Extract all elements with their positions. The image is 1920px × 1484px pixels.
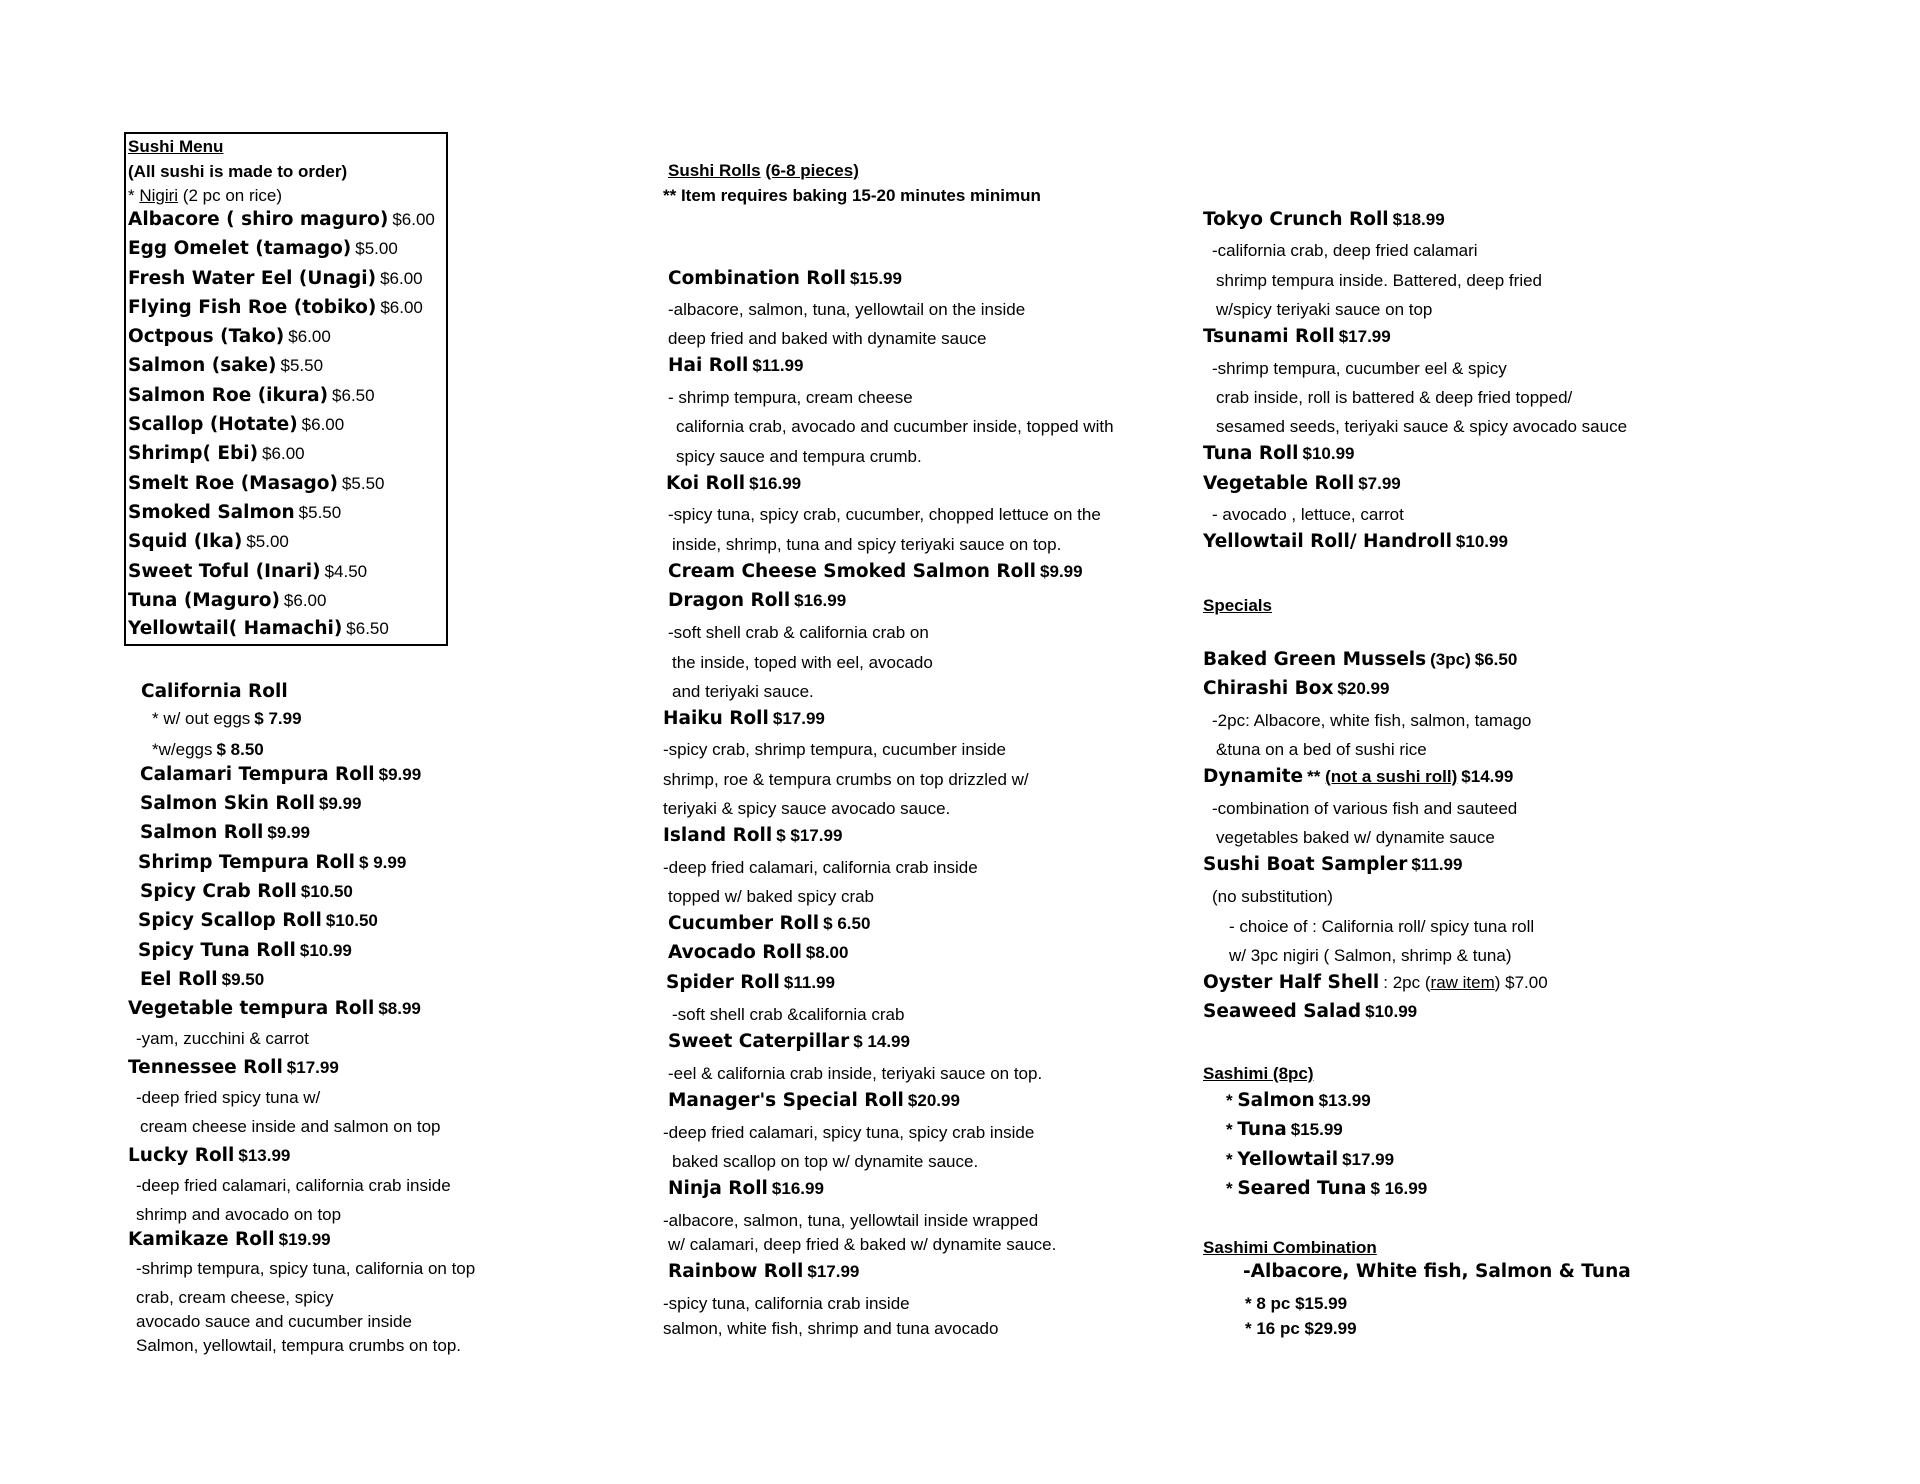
nigiri-item xyxy=(128,357,323,376)
item-name: Cucumber Roll xyxy=(668,913,820,934)
item-price: $10.50 xyxy=(325,911,378,930)
item-price: $6.50 xyxy=(346,619,389,638)
item-description: topped w/ baked spicy crab xyxy=(668,887,875,906)
item-price: $9.99 xyxy=(378,765,422,784)
item-price: $15.99 xyxy=(849,269,902,288)
item-name: Haiku Roll xyxy=(663,708,769,729)
item-description: baked scallop on top w/ dynamite sauce. xyxy=(672,1152,979,1171)
item-description: avocado sauce and cucumber inside xyxy=(136,1312,412,1331)
ninja-roll xyxy=(668,1180,824,1199)
item-description: (no substitution) xyxy=(1212,887,1333,906)
item-price: $20.99 xyxy=(1337,679,1390,698)
item-name: Lucky Roll xyxy=(128,1145,235,1166)
sashimi-combination-heading: Sashimi Combination xyxy=(1203,1238,1377,1257)
item-name: Vegetable tempura Roll xyxy=(128,998,375,1019)
item-price: $6.00 xyxy=(301,415,345,434)
california-roll-name: California Roll xyxy=(141,681,288,702)
item-description: -spicy tuna, spicy crab, cucumber, chopped lettuce on the xyxy=(668,505,1101,524)
item-name: Cream Cheese Smoked Salmon Roll xyxy=(668,561,1037,582)
nigiri-qty: (2 pc on rice) xyxy=(178,186,283,205)
item-description: vegetables baked w/ dynamite sauce xyxy=(1216,828,1495,847)
item-name: Seaweed Salad xyxy=(1203,1001,1362,1022)
kamikaze-roll xyxy=(128,1231,331,1250)
california-option-eggs xyxy=(152,741,264,759)
nigiri-item xyxy=(128,387,375,406)
item-description: - choice of : California roll/ spicy tuna roll xyxy=(1229,917,1535,936)
item-name: Oyster Half Shell xyxy=(1203,972,1380,993)
item-price: $20.99 xyxy=(907,1091,960,1110)
item-price: $ 6.50 xyxy=(823,914,871,933)
item-name: Salmon xyxy=(1237,1090,1315,1111)
roll-item xyxy=(140,971,264,990)
item-price: $10.50 xyxy=(300,882,353,901)
item-price: $ 14.99 xyxy=(853,1032,910,1051)
vegetable-tempura-roll xyxy=(128,1000,421,1019)
item-price: $4.50 xyxy=(324,562,368,581)
item-price: $5.50 xyxy=(280,356,324,375)
item-price: $17.99 xyxy=(772,709,825,728)
item-price: $15.99 xyxy=(1290,1120,1343,1139)
item-description: -albacore, salmon, tuna, yellowtail inside wrapped xyxy=(663,1211,1039,1230)
item-price: $5.00 xyxy=(355,239,398,258)
sashimi-item xyxy=(1226,1151,1394,1170)
item-price: $6.00 xyxy=(392,210,435,229)
item-price: ) $7.00 xyxy=(1494,973,1548,992)
raw-item-note: raw item xyxy=(1430,973,1495,992)
item-description: teriyaki & spicy sauce avocado sauce. xyxy=(663,799,951,818)
nigiri-item xyxy=(128,504,341,523)
heading-label: Sushi Rolls xyxy=(668,161,761,180)
sashimi-item xyxy=(1226,1121,1343,1140)
item-name: Smoked Salmon xyxy=(128,502,295,523)
item-price: $6.00 xyxy=(380,269,423,288)
sushi-menu-title: Sushi Menu xyxy=(128,137,224,156)
item-price: $9.99 xyxy=(267,823,310,842)
item-description: california crab, avocado and cucumber inside, topped with xyxy=(676,417,1114,436)
made-to-order-note: (All sushi is made to order) xyxy=(128,162,348,181)
item-price: $6.00 xyxy=(380,298,423,317)
item-price: $11.99 xyxy=(783,973,835,992)
item-price: $ 16.99 xyxy=(1370,1179,1428,1198)
item-price: $6.50 xyxy=(332,386,375,405)
item-description: Salmon, yellowtail, tempura crumbs on top. xyxy=(136,1336,462,1355)
item-price: $10.99 xyxy=(1455,532,1508,551)
sashimi-combination-option: * 16 pc $29.99 xyxy=(1245,1319,1357,1338)
rainbow-roll xyxy=(668,1263,859,1282)
nigiri-item xyxy=(128,445,305,464)
item-price: $7.99 xyxy=(1358,474,1401,493)
item-name: Fresh Water Eel (Unagi) xyxy=(128,268,377,289)
item-price: $18.99 xyxy=(1392,210,1445,229)
item-price: $10.99 xyxy=(1302,444,1355,463)
tennessee-roll xyxy=(128,1059,339,1078)
item-description: w/spicy teriyaki sauce on top xyxy=(1216,300,1433,319)
sashimi-combination-option: * 8 pc $15.99 xyxy=(1245,1294,1348,1313)
option-price: $ 7.99 xyxy=(254,709,302,728)
nigiri-item xyxy=(128,563,367,582)
item-name: Seared Tuna xyxy=(1237,1178,1367,1199)
item-description: - avocado , lettuce, carrot xyxy=(1212,505,1404,524)
nigiri-item xyxy=(128,328,331,347)
item-name: Baked Green Mussels xyxy=(1203,649,1427,670)
nigiri-item xyxy=(128,592,326,611)
roll-item xyxy=(138,854,406,873)
item-name: Scallop (Hotate) xyxy=(128,414,298,435)
item-qty: (3pc) xyxy=(1430,650,1471,669)
combination-roll xyxy=(668,270,902,289)
item-description: inside, shrimp, tuna and spicy teriyaki sauce on top. xyxy=(672,535,1062,554)
item-description: w/ 3pc nigiri ( Salmon, shrimp & tuna) xyxy=(1229,946,1512,965)
nigiri-item xyxy=(128,620,389,639)
item-description: crab, cream cheese, spicy xyxy=(136,1288,334,1307)
item-name: Yellowtail( Hamachi) xyxy=(128,618,343,639)
item-price: $5.50 xyxy=(298,503,342,522)
nigiri-label: Nigiri xyxy=(139,186,179,205)
item-price: $6.00 xyxy=(262,444,305,463)
nigiri-item xyxy=(128,240,398,259)
tsunami-roll xyxy=(1203,328,1391,347)
item-price: $13.99 xyxy=(1318,1091,1371,1110)
nigiri-subheading xyxy=(128,187,282,204)
hai-roll xyxy=(668,357,803,376)
nigiri-item xyxy=(128,299,423,318)
item-name: Tuna xyxy=(1237,1119,1287,1140)
item-price: $9.99 xyxy=(318,794,362,813)
california-option-no-eggs xyxy=(152,710,302,728)
seaweed-salad xyxy=(1203,1003,1417,1022)
item-name: Squid (Ika) xyxy=(128,531,243,552)
item-description: -deep fried calamari, california crab inside xyxy=(136,1176,451,1195)
dynamite xyxy=(1203,768,1513,787)
item-price: $11.99 xyxy=(1411,855,1463,874)
avocado-roll xyxy=(668,944,848,963)
item-name: Avocado Roll xyxy=(668,942,802,963)
roll-item xyxy=(140,824,310,843)
item-name: Ninja Roll xyxy=(668,1178,768,1199)
item-name: Yellowtail Roll/ Handroll xyxy=(1203,531,1452,552)
item-description: cream cheese inside and salmon on top xyxy=(140,1117,441,1136)
nigiri-item xyxy=(128,416,344,435)
item-price: $5.50 xyxy=(341,474,385,493)
cream-cheese-smoked-salmon-roll xyxy=(668,563,1083,582)
item-name: Tennessee Roll xyxy=(128,1057,283,1078)
sashimi-item xyxy=(1226,1092,1371,1111)
item-description: &tuna on a bed of sushi rice xyxy=(1216,740,1427,759)
haiku-roll xyxy=(663,710,825,729)
item-price: $6.50 xyxy=(1474,650,1518,669)
roll-item xyxy=(138,942,352,961)
item-name: Shrimp Tempura Roll xyxy=(138,852,356,873)
bullet: * xyxy=(1226,1120,1238,1139)
item-description: shrimp, roe & tempura crumbs on top drizzled w/ xyxy=(663,770,1029,789)
item-price: $10.99 xyxy=(1365,1002,1418,1021)
item-description: shrimp and avocado on top xyxy=(136,1205,342,1224)
item-price: $5.00 xyxy=(246,532,289,551)
cucumber-roll xyxy=(668,915,870,934)
item-description: -shrimp tempura, cucumber eel & spicy xyxy=(1212,359,1507,378)
item-price: $17.99 xyxy=(807,1262,860,1281)
item-description: and teriyaki sauce. xyxy=(672,682,814,701)
roll-item xyxy=(140,766,421,785)
item-name: Tuna (Maguro) xyxy=(128,590,280,611)
item-description: -spicy tuna, california crab inside xyxy=(663,1294,910,1313)
bullet: * xyxy=(1226,1179,1238,1198)
item-description: sesamed seeds, teriyaki sauce & spicy avocado sauce xyxy=(1216,417,1628,436)
dragon-roll xyxy=(668,592,846,611)
item-name: Spicy Scallop Roll xyxy=(138,910,322,931)
item-description: -eel & california crab inside, teriyaki sauce on top. xyxy=(668,1064,1043,1083)
item-name: Albacore ( shiro maguro) xyxy=(128,209,389,230)
item-name: Flying Fish Roe (tobiko) xyxy=(128,297,377,318)
item-name: Hai Roll xyxy=(668,355,749,376)
item-name: Calamari Tempura Roll xyxy=(140,764,375,785)
item-price: $13.99 xyxy=(238,1146,291,1165)
nigiri-item xyxy=(128,270,423,289)
item-name: Salmon Skin Roll xyxy=(140,793,315,814)
item-name: Dynamite xyxy=(1203,766,1304,787)
item-price: $16.99 xyxy=(749,474,802,493)
item-price: $17.99 xyxy=(1338,327,1391,346)
sashimi-combination-title: -Albacore, White fish, Salmon & Tuna xyxy=(1243,1261,1631,1282)
bullet: * xyxy=(1226,1091,1238,1110)
option-label: * w/ out eggs xyxy=(152,709,251,728)
item-description: -shrimp tempura, spicy tuna, california on top xyxy=(136,1259,476,1278)
item-description: -deep fried spicy tuna w/ xyxy=(136,1088,321,1107)
sweet-caterpillar-roll xyxy=(668,1033,910,1052)
nigiri-item xyxy=(128,533,289,552)
nigiri-item xyxy=(128,475,385,494)
item-description: spicy sauce and tempura crumb. xyxy=(676,447,922,466)
item-name: Island Roll xyxy=(663,825,773,846)
item-name: Yellowtail xyxy=(1237,1149,1339,1170)
item-name: Spicy Tuna Roll xyxy=(138,940,296,961)
item-description: -deep fried calamari, spicy tuna, spicy crab inside xyxy=(663,1123,1035,1142)
item-name: Egg Omelet (tamago) xyxy=(128,238,352,259)
item-description: -yam, zucchini & carrot xyxy=(136,1029,309,1048)
item-description: -albacore, salmon, tuna, yellowtail on the inside xyxy=(668,300,1026,319)
item-description: crab inside, roll is battered & deep fried topped/ xyxy=(1216,388,1573,407)
bullet: * xyxy=(1226,1150,1238,1169)
baking-stars: ** xyxy=(1307,767,1326,786)
sushi-boat-sampler xyxy=(1203,856,1462,875)
vegetable-roll xyxy=(1203,475,1401,494)
item-name: Sweet Toful (Inari) xyxy=(128,561,321,582)
item-description: -2pc: Albacore, white fish, salmon, tamago xyxy=(1212,711,1532,730)
item-name: Vegetable Roll xyxy=(1203,473,1355,494)
chirashi-box xyxy=(1203,680,1389,699)
item-name: Dragon Roll xyxy=(668,590,791,611)
item-price: $19.99 xyxy=(278,1230,331,1249)
item-description: -california crab, deep fried calamari xyxy=(1212,241,1478,260)
item-description: shrimp tempura inside. Battered, deep fried xyxy=(1216,271,1543,290)
heading-qty: (6-8 pieces) xyxy=(765,161,859,180)
item-name: Tsunami Roll xyxy=(1203,326,1335,347)
item-description: -combination of various fish and sauteed xyxy=(1212,799,1518,818)
item-price: $ $17.99 xyxy=(776,826,843,845)
item-price: $9.50 xyxy=(221,970,265,989)
item-description: -soft shell crab & california crab on xyxy=(668,623,929,642)
item-name: Sweet Caterpillar xyxy=(668,1031,850,1052)
item-name: Tuna Roll xyxy=(1203,443,1299,464)
item-name: Salmon (sake) xyxy=(128,355,277,376)
roll-item xyxy=(140,883,353,902)
item-price: $ 9.99 xyxy=(359,853,407,872)
item-description: deep fried and baked with dynamite sauce xyxy=(668,329,987,348)
nigiri-star: * xyxy=(128,186,140,205)
koi-roll xyxy=(666,475,801,494)
item-description: the inside, toped with eel, avocado xyxy=(672,653,933,672)
option-label: *w/eggs xyxy=(152,740,213,759)
item-name: Salmon Roll xyxy=(140,822,264,843)
item-description: salmon, white fish, shrimp and tuna avocado xyxy=(663,1319,999,1338)
tokyo-crunch-roll xyxy=(1203,211,1445,230)
item-price: $6.00 xyxy=(283,591,327,610)
item-price: $10.99 xyxy=(299,941,352,960)
island-roll xyxy=(663,827,842,846)
item-name: Eel Roll xyxy=(140,969,218,990)
spider-roll xyxy=(666,974,835,993)
item-name: Smelt Roe (Masago) xyxy=(128,473,338,494)
item-price: $6.00 xyxy=(288,327,331,346)
item-description: -soft shell crab &california crab xyxy=(672,1005,905,1024)
sashimi-heading: Sashimi (8pc) xyxy=(1203,1064,1314,1083)
item-name: Salmon Roe (ikura) xyxy=(128,385,329,406)
item-name: Sushi Boat Sampler xyxy=(1203,854,1408,875)
item-price: $17.99 xyxy=(1342,1150,1395,1169)
item-price: $14.99 xyxy=(1461,767,1514,786)
item-name: Kamikaze Roll xyxy=(128,1229,275,1250)
item-name: Shrimp( Ebi) xyxy=(128,443,259,464)
item-name: Combination Roll xyxy=(668,268,846,289)
roll-item xyxy=(138,912,378,931)
lucky-roll xyxy=(128,1147,290,1166)
item-price: $8.99 xyxy=(378,999,421,1018)
item-name: Manager's Special Roll xyxy=(668,1090,904,1111)
roll-item xyxy=(140,795,362,814)
item-price: $11.99 xyxy=(752,356,804,375)
item-name: Chirashi Box xyxy=(1203,678,1334,699)
specials-heading: Specials xyxy=(1203,596,1272,615)
item-qty: : 2pc ( xyxy=(1383,973,1431,992)
item-name: Koi Roll xyxy=(666,473,746,494)
item-price: $16.99 xyxy=(794,591,847,610)
item-price: $8.00 xyxy=(805,943,849,962)
item-price: $16.99 xyxy=(771,1179,824,1198)
item-name: Tokyo Crunch Roll xyxy=(1203,209,1389,230)
item-name: Spider Roll xyxy=(666,972,780,993)
item-price: $9.99 xyxy=(1040,562,1083,581)
item-description: -deep fried calamari, california crab inside xyxy=(663,858,978,877)
managers-special-roll xyxy=(668,1092,960,1111)
item-name: Rainbow Roll xyxy=(668,1261,804,1282)
item-note: (not a sushi roll) xyxy=(1325,767,1458,786)
sashimi-item xyxy=(1226,1180,1427,1199)
oyster-half-shell xyxy=(1203,974,1548,993)
baked-green-mussels xyxy=(1203,651,1517,670)
option-price: $ 8.50 xyxy=(216,740,264,759)
tuna-roll xyxy=(1203,445,1355,464)
item-description: w/ calamari, deep fried & baked w/ dynamite sauce. xyxy=(668,1235,1057,1254)
baking-note: ** Item requires baking 15-20 minutes minimun xyxy=(663,186,1041,205)
item-name: Octpous (Tako) xyxy=(128,326,285,347)
item-name: Spicy Crab Roll xyxy=(140,881,297,902)
item-description: -spicy crab, shrimp tempura, cucumber inside xyxy=(663,740,1006,759)
nigiri-item xyxy=(128,211,435,230)
yellowtail-roll xyxy=(1203,533,1508,552)
item-price: $17.99 xyxy=(286,1058,339,1077)
sushi-rolls-heading xyxy=(668,162,859,179)
item-description: - shrimp tempura, cream cheese xyxy=(668,388,913,407)
